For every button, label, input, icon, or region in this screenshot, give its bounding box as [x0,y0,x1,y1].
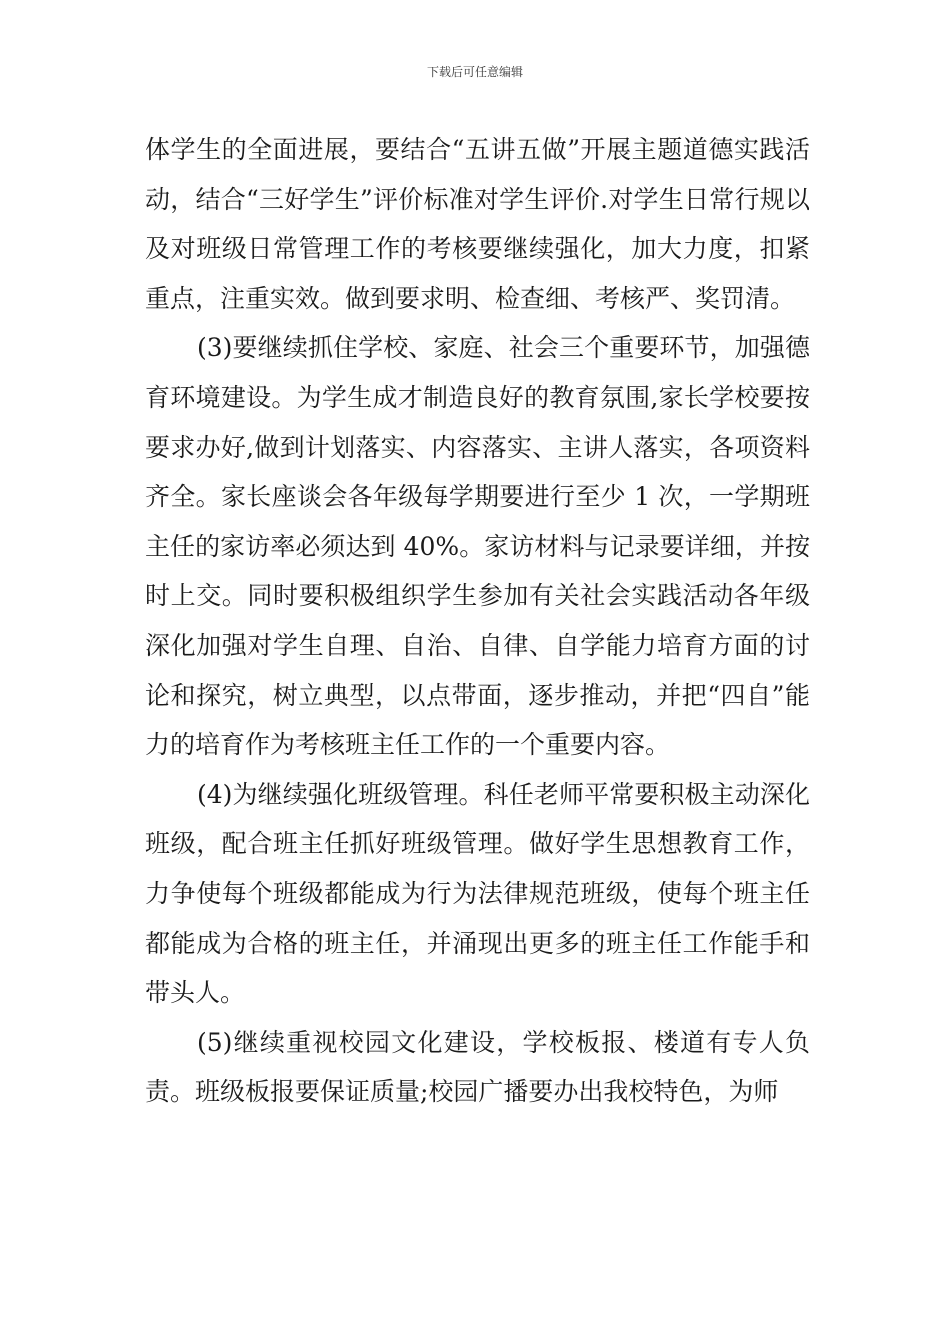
page-header: 下载后可任意编辑 [426,65,523,79]
paragraph-item-4: (4)为继续强化班级管理。科任老师平常要积极主动深化班级，配合班主任抓好班级管理。做好学生思想教育工作，力争使每个班级都能成为行为法律规范班级，使每个班主任都能成为合格的班主任，并涌现出更多的班主任工作能手和带头人。 [145,779,810,1008]
document-body [145,125,810,1117]
paragraph-item-5: (5)继续重视校园文化建设，学校板报、楼道有专人负责。班级板报要保证质量;校园广播要办出我校特色，为师 [145,1027,810,1107]
paragraph-item-3: (3)要继续抓住学校、家庭、社会三个重要环节，加强德育环境建设。为学生成才制造良好的教育氛围,家长学校要按要求办好,做到计划落实、内容落实、主讲人落实，各项资料齐全。家长座谈会各年级每学期要进行至少 1 次，一学期班主任的家访率必须达到 40%。家访材料与记录要详细，并按时上交。同时要积极组织学生参加有关社会实践活动各年级深化加强对学生自理、自治、自律、自学能力培育方面的讨论和探究，树立典型，以点带面，逐步推动，并把“四自”能力的培育作为考核班主任工作的一个重要内容。 [145,333,810,760]
paragraph-continuation: 体学生的全面进展，要结合“五讲五做”开展主题道德实践活动，结合“三好学生”评价标准对学生评价.对学生日常行规以及对班级日常管理工作的考核要继续强化，加大力度，扣紧重点，注重实效。做到要求明、检查细、考核严、奖罚清。 [145,135,810,313]
